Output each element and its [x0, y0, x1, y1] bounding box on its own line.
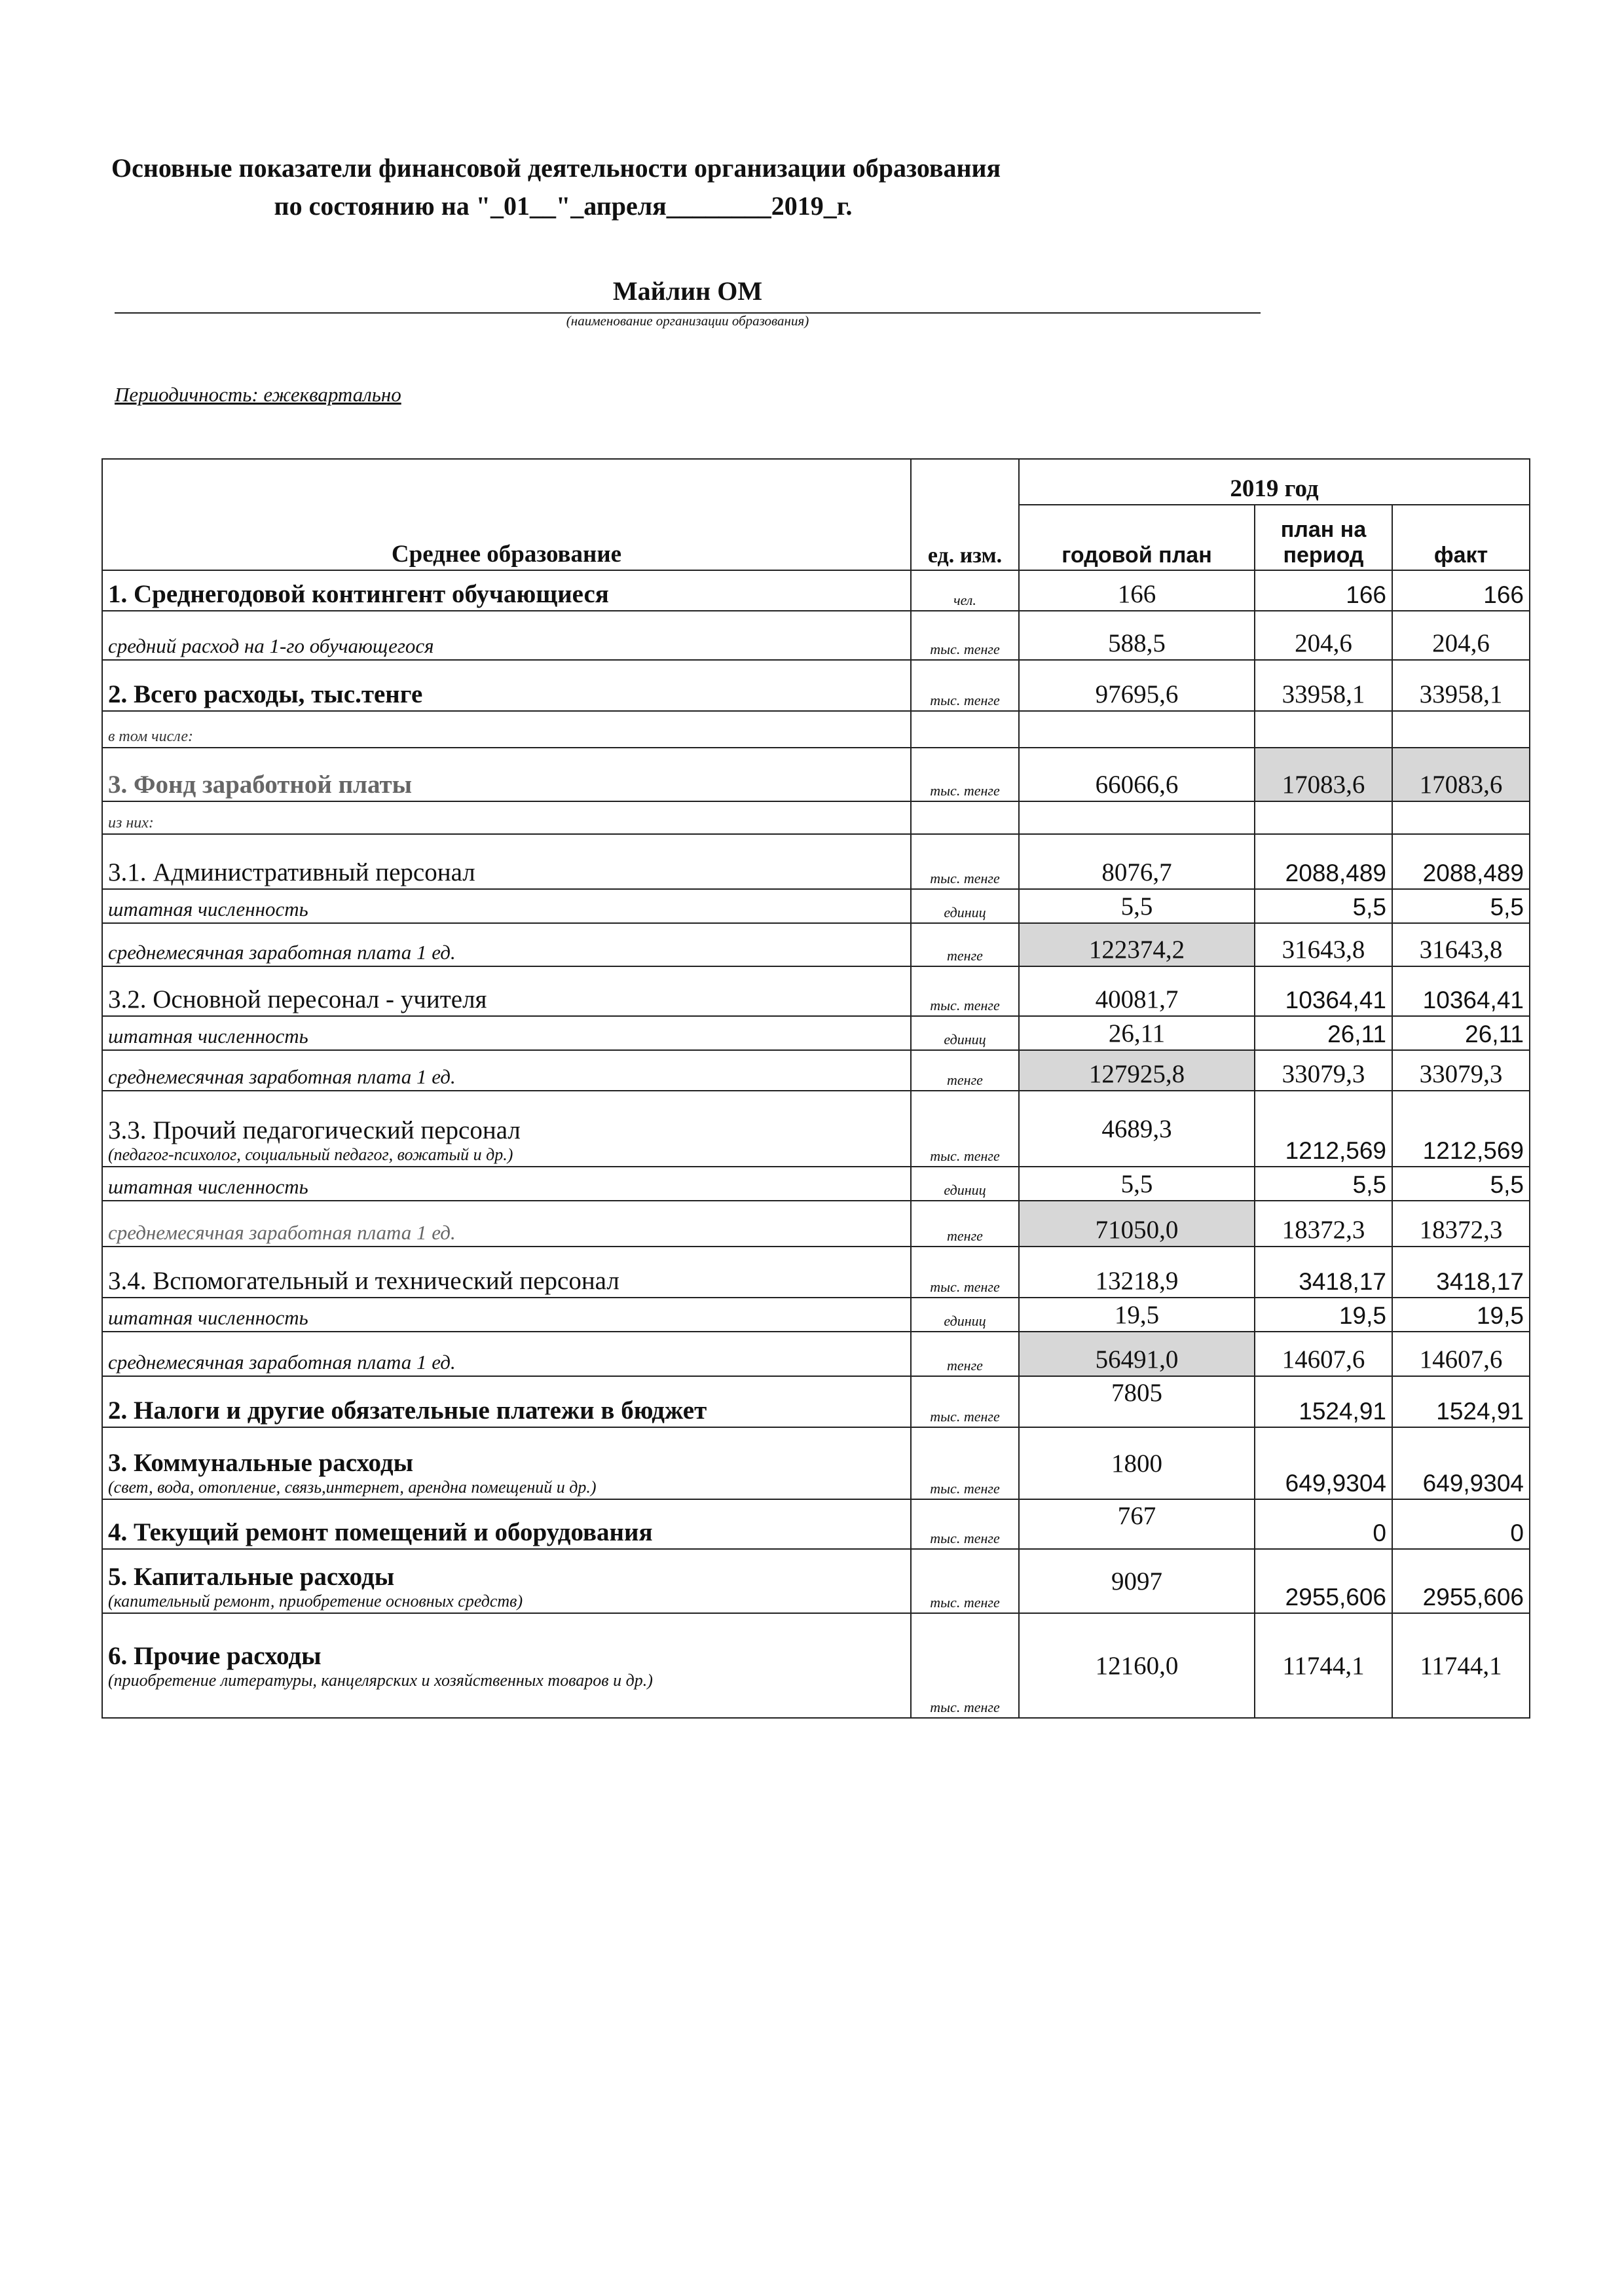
- annual-plan-value: 7805: [1019, 1376, 1255, 1427]
- fact-value: 204,6: [1392, 611, 1530, 660]
- fact-value: 2088,489: [1392, 834, 1530, 889]
- table-row: [102, 1427, 1530, 1499]
- period-plan-value: 33958,1: [1255, 660, 1392, 711]
- period-plan-value: 1524,91: [1255, 1376, 1392, 1427]
- row-label: среднемесячная заработная плата 1 ед.: [102, 1332, 911, 1376]
- organization-name: Майлин ОМ: [115, 272, 1261, 314]
- table-row: [102, 1499, 1530, 1549]
- row-unit: единиц: [911, 1016, 1019, 1050]
- row-label: [102, 1247, 911, 1298]
- period-plan-value: 19,5: [1255, 1298, 1392, 1332]
- row-label: средний расход на 1-го обучающегося: [102, 611, 911, 660]
- annual-plan-value: 13218,9: [1019, 1247, 1255, 1298]
- row-unit: тыс. тенге: [911, 748, 1019, 801]
- document-title: [111, 149, 1251, 225]
- row-unit: тенге: [911, 1201, 1019, 1247]
- row-unit: тыс. тенге: [911, 1247, 1019, 1298]
- annual-plan-value: 767: [1019, 1499, 1255, 1549]
- row-unit: тенге: [911, 1332, 1019, 1376]
- row-unit: тенге: [911, 923, 1019, 966]
- period-plan-value: 2088,489: [1255, 834, 1392, 889]
- row-label: 3.2. Основной пересонал - учителя: [102, 966, 911, 1016]
- row-label-main: 3. Коммунальные расходы: [108, 1449, 414, 1477]
- period-plan-value: 5,5: [1255, 1167, 1392, 1201]
- table-row: [102, 1091, 1530, 1167]
- annual-plan-value: 5,5: [1019, 889, 1255, 923]
- row-unit: тыс. тенге: [911, 1376, 1019, 1427]
- period-plan-value: 166: [1255, 570, 1392, 611]
- period-plan-value: [1255, 801, 1392, 834]
- table-row: [102, 1247, 1530, 1298]
- annual-plan-value: 4689,3: [1019, 1091, 1255, 1167]
- period-plan-value: 18372,3: [1255, 1201, 1392, 1247]
- row-unit: тыс. тенге: [911, 660, 1019, 711]
- row-label: штатная численность: [102, 889, 911, 923]
- table-row: [102, 966, 1530, 1016]
- row-label-note: (свет, вода, отопление, связь,интернет, арендна помещений и др.): [108, 1478, 597, 1497]
- fact-value: 1212,569: [1392, 1091, 1530, 1167]
- header-section: Среднее образование: [102, 459, 911, 570]
- row-label: штатная численность: [102, 1167, 911, 1201]
- row-label: 4. Текущий ремонт помещений и оборудования: [102, 1499, 911, 1549]
- row-label: среднемесячная заработная плата 1 ед.: [102, 1201, 911, 1247]
- row-unit: единиц: [911, 1167, 1019, 1201]
- title-line-2: по состоянию на "_01__"_апреля________2019_г.: [274, 191, 853, 221]
- fact-value: 11744,1: [1392, 1613, 1530, 1718]
- row-label: [102, 1613, 911, 1718]
- fact-value: [1392, 801, 1530, 834]
- table-row: [102, 711, 1530, 748]
- fact-value: 19,5: [1392, 1298, 1530, 1332]
- row-unit: [911, 801, 1019, 834]
- row-label: штатная численность: [102, 1016, 911, 1050]
- row-label-note: (педагог-психолог, социальный педагог, вожатый и др.): [108, 1145, 513, 1164]
- row-unit: [911, 711, 1019, 748]
- row-label-note: (капительный ремонт, приобретение основных средств): [108, 1592, 523, 1611]
- annual-plan-value: 19,5: [1019, 1298, 1255, 1332]
- periodicity-label: Периодичность: ежеквартально: [115, 383, 401, 406]
- annual-plan-value: 12160,0: [1019, 1613, 1255, 1718]
- row-label-main: 6. Прочие расходы: [108, 1641, 322, 1670]
- row-unit: единиц: [911, 1298, 1019, 1332]
- header-period-plan: план на период: [1255, 505, 1392, 570]
- table-row: [102, 801, 1530, 834]
- period-plan-value: 11744,1: [1255, 1613, 1392, 1718]
- annual-plan-value: 9097: [1019, 1549, 1255, 1613]
- row-unit: тыс. тенге: [911, 1091, 1019, 1167]
- fact-value: [1392, 711, 1530, 748]
- fact-value: 14607,6: [1392, 1332, 1530, 1376]
- fact-value: 33958,1: [1392, 660, 1530, 711]
- row-label: [102, 1549, 911, 1613]
- row-unit: тыс. тенге: [911, 1499, 1019, 1549]
- fact-value: 18372,3: [1392, 1201, 1530, 1247]
- table-row: [102, 1613, 1530, 1718]
- period-plan-value: 31643,8: [1255, 923, 1392, 966]
- fact-value: 5,5: [1392, 1167, 1530, 1201]
- period-plan-value: 14607,6: [1255, 1332, 1392, 1376]
- period-plan-value: 1212,569: [1255, 1091, 1392, 1167]
- table-row: [102, 748, 1530, 801]
- annual-plan-value: 1800: [1019, 1427, 1255, 1499]
- annual-plan-value: [1019, 711, 1255, 748]
- row-unit: тыс. тенге: [911, 966, 1019, 1016]
- period-plan-value: 204,6: [1255, 611, 1392, 660]
- row-label: среднемесячная заработная плата 1 ед.: [102, 1050, 911, 1091]
- row-label-note: (приобретение литературы, канцелярских и хозяйственных товаров и др.): [108, 1670, 653, 1690]
- table-row: [102, 834, 1530, 889]
- row-unit: тенге: [911, 1050, 1019, 1091]
- fact-value: 649,9304: [1392, 1427, 1530, 1499]
- row-unit: тыс. тенге: [911, 834, 1019, 889]
- annual-plan-value: 40081,7: [1019, 966, 1255, 1016]
- table-row: [102, 1549, 1530, 1613]
- row-label: из них:: [102, 801, 911, 834]
- table-row: [102, 1016, 1530, 1050]
- annual-plan-value: 127925,8: [1019, 1050, 1255, 1091]
- table-row: [102, 1298, 1530, 1332]
- header-fact: факт: [1392, 505, 1530, 570]
- annual-plan-value: 588,5: [1019, 611, 1255, 660]
- fact-value: 17083,6: [1392, 748, 1530, 801]
- period-plan-value: 5,5: [1255, 889, 1392, 923]
- row-unit: тыс. тенге: [911, 1427, 1019, 1499]
- fact-value: 31643,8: [1392, 923, 1530, 966]
- period-plan-value: 10364,41: [1255, 966, 1392, 1016]
- header-annual-plan: годовой план: [1019, 505, 1255, 570]
- row-label-text: 3.4. Вспомогательный и технический персонал: [108, 1267, 619, 1295]
- table-row: [102, 1167, 1530, 1201]
- table-row: [102, 1050, 1530, 1091]
- fact-value: 26,11: [1392, 1016, 1530, 1050]
- financial-indicators-table: [101, 458, 1530, 1719]
- row-unit: единиц: [911, 889, 1019, 923]
- row-unit: тыс. тенге: [911, 1549, 1019, 1613]
- header-unit: ед. изм.: [911, 459, 1019, 570]
- organization-caption: (наименование организации образования): [566, 313, 809, 329]
- fact-value: 33079,3: [1392, 1050, 1530, 1091]
- row-label: 3. Фонд заработной платы: [102, 748, 911, 801]
- row-label: 3.1. Административный персонал: [102, 834, 911, 889]
- annual-plan-value: 66066,6: [1019, 748, 1255, 801]
- table-row: [102, 611, 1530, 660]
- fact-value: 0: [1392, 1499, 1530, 1549]
- annual-plan-value: 166: [1019, 570, 1255, 611]
- annual-plan-value: 56491,0: [1019, 1332, 1255, 1376]
- row-label: 1. Среднегодовой контингент обучающиеся: [102, 570, 911, 611]
- row-unit: чел.: [911, 570, 1019, 611]
- fact-value: 2955,606: [1392, 1549, 1530, 1613]
- row-label-main: 3.3. Прочий педагогический персонал: [108, 1116, 521, 1144]
- annual-plan-value: 5,5: [1019, 1167, 1255, 1201]
- header-year: 2019 год: [1019, 459, 1530, 505]
- row-label: в том числе:: [102, 711, 911, 748]
- period-plan-value: 17083,6: [1255, 748, 1392, 801]
- table-row: [102, 1376, 1530, 1427]
- period-plan-value: 26,11: [1255, 1016, 1392, 1050]
- fact-value: 10364,41: [1392, 966, 1530, 1016]
- fact-value: 1524,91: [1392, 1376, 1530, 1427]
- row-label: 2. Всего расходы, тыс.тенге: [102, 660, 911, 711]
- period-plan-value: 33079,3: [1255, 1050, 1392, 1091]
- period-plan-value: 649,9304: [1255, 1427, 1392, 1499]
- annual-plan-value: 71050,0: [1019, 1201, 1255, 1247]
- row-label: [102, 1427, 911, 1499]
- period-plan-value: 3418,17: [1255, 1247, 1392, 1298]
- annual-plan-value: [1019, 801, 1255, 834]
- row-label-main: 5. Капитальные расходы: [108, 1563, 395, 1591]
- row-unit: тыс. тенге: [911, 1613, 1019, 1718]
- table-row: [102, 1332, 1530, 1376]
- row-label: среднемесячная заработная плата 1 ед.: [102, 923, 911, 966]
- annual-plan-value: 26,11: [1019, 1016, 1255, 1050]
- fact-value: 166: [1392, 570, 1530, 611]
- table-row: [102, 660, 1530, 711]
- row-label: штатная численность: [102, 1298, 911, 1332]
- period-plan-value: 0: [1255, 1499, 1392, 1549]
- title-line-1: Основные показатели финансовой деятельности организации образования: [111, 153, 1001, 183]
- period-plan-value: 2955,606: [1255, 1549, 1392, 1613]
- table-row: [102, 1201, 1530, 1247]
- table-row: [102, 889, 1530, 923]
- annual-plan-value: 97695,6: [1019, 660, 1255, 711]
- period-plan-value: [1255, 711, 1392, 748]
- table-row: [102, 923, 1530, 966]
- row-unit: тыс. тенге: [911, 611, 1019, 660]
- table-row: [102, 570, 1530, 611]
- row-label: 2. Налоги и другие обязательные платежи в бюджет: [102, 1376, 911, 1427]
- row-label: [102, 1091, 911, 1167]
- fact-value: 3418,17: [1392, 1247, 1530, 1298]
- annual-plan-value: 122374,2: [1019, 923, 1255, 966]
- fact-value: 5,5: [1392, 889, 1530, 923]
- annual-plan-value: 8076,7: [1019, 834, 1255, 889]
